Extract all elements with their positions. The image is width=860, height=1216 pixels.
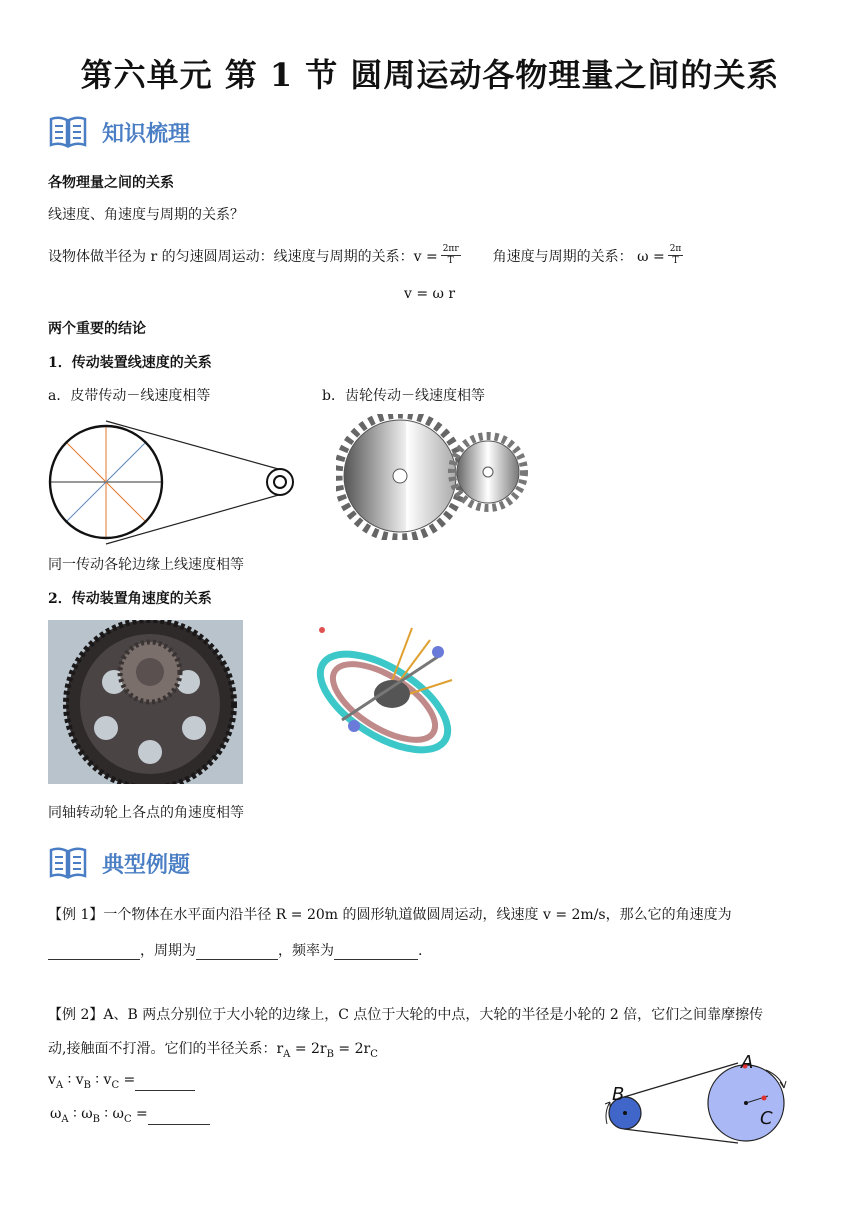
example-2-tag: 【例 2】: [48, 1007, 104, 1023]
v-symbol: v: [75, 1072, 84, 1088]
v-sub-b: B: [83, 1079, 91, 1091]
v-sub-c: C: [111, 1079, 120, 1091]
sub-b: B: [326, 1048, 334, 1060]
label-c: C: [760, 1108, 773, 1129]
example-1-tag: 【例 1】: [48, 907, 104, 923]
frequency-prompt: ，频率为: [278, 943, 334, 959]
example-1-line-2: [48, 940, 422, 960]
gear-drive-figure: [336, 414, 530, 540]
answer-blank-velocity-ratio[interactable]: [135, 1076, 195, 1091]
belt-caption: a．皮带传动－线速度相等: [48, 388, 211, 404]
section-title: 知识梳理: [102, 121, 191, 147]
formula-line: [48, 244, 683, 267]
angular-ratio-line: [50, 1106, 210, 1125]
colon: ∶: [63, 1072, 76, 1088]
section-header-examples: [48, 843, 190, 883]
book-icon: [48, 846, 88, 880]
sub-c: C: [370, 1048, 378, 1060]
w-sub-b: B: [92, 1113, 100, 1125]
example-1-line-1: [48, 904, 732, 924]
equals: =: [131, 1106, 148, 1122]
answer-blank-frequency[interactable]: [334, 945, 418, 960]
sub-a: A: [283, 1048, 291, 1060]
example-1-text: 一个物体在水平面内沿半径 R = 20m 的圆形轨道做圆周运动，线速度 v = 2m/s，那么它的角速度为: [103, 907, 732, 923]
page-title: 第六单元 第 1 节 圆周运动各物理量之间的关系: [80, 56, 780, 94]
answer-blank-period[interactable]: [196, 945, 278, 960]
w-symbol: ω: [50, 1106, 62, 1122]
v-symbol: v: [103, 1072, 112, 1088]
section-title: 典型例题: [102, 852, 191, 878]
gyroscope-figure: [302, 620, 462, 770]
heading-angular-velocity: 2．传动装置角速度的关系: [48, 591, 212, 607]
equals: =: [119, 1072, 136, 1088]
label-a: A: [741, 1052, 754, 1073]
w-symbol: ω: [81, 1106, 93, 1122]
label-b: B: [612, 1084, 625, 1105]
example-1-end: .: [418, 943, 423, 959]
example-2-line-1: [48, 1004, 763, 1024]
v-fraction: [441, 244, 461, 267]
w-sub-a: A: [61, 1113, 69, 1125]
gear-caption: b．齿轮传动－线速度相等: [322, 388, 485, 404]
w-symbol: ω: [112, 1106, 124, 1122]
w-sub-c: C: [123, 1113, 132, 1125]
rel-eq-2: = 2r: [333, 1041, 371, 1057]
formula-lead-text: 设物体做半径为 r 的匀速圆周运动：线速度与周期的关系：v =: [48, 248, 438, 265]
section-header-knowledge: [48, 112, 190, 152]
v-omega-r-formula: v = ω r: [404, 286, 456, 302]
v-denominator: T: [447, 256, 454, 266]
answer-blank-angular-ratio[interactable]: [148, 1110, 210, 1125]
example-2-text: A、B 两点分别位于大小轮的边缘上，C 点位于大轮的中点，大轮的半径是小轮的 2 倍，它们之间靠摩擦传: [103, 1007, 764, 1023]
example-2-line-2: [48, 1038, 378, 1060]
belt-conclusion: 同一传动各轮边缘上线速度相等: [48, 557, 244, 573]
v-symbol: v: [48, 1072, 56, 1088]
velocity-ratio-line: [48, 1072, 195, 1091]
rel-eq-1: = 2r: [290, 1041, 327, 1057]
book-icon: [48, 115, 88, 149]
coaxial-gear-photo: [48, 620, 243, 784]
w-numerator: 2π: [669, 244, 682, 254]
colon: ∶: [90, 1072, 104, 1088]
answer-blank-angular[interactable]: [48, 945, 140, 960]
period-prompt: ，周期为: [140, 943, 196, 959]
heading-linear-velocity: 1．传动装置线速度的关系: [48, 355, 212, 371]
colon: ∶: [99, 1106, 113, 1122]
heading-relations: 各物理量之间的关系: [48, 175, 174, 191]
coaxial-conclusion: 同轴转动轮上各点的角速度相等: [48, 805, 244, 821]
wheels-figure: [598, 1048, 794, 1152]
v-numerator: 2πr: [442, 244, 459, 254]
heading-conclusions: 两个重要的结论: [48, 321, 146, 337]
colon: ∶: [68, 1106, 82, 1122]
w-denominator: T: [672, 256, 679, 266]
question-text: 线速度、角速度与周期的关系？: [48, 207, 244, 223]
v-sub-a: A: [55, 1079, 64, 1091]
example-2-text-2: 动,接触面不打滑。它们的半径关系：r: [48, 1041, 284, 1057]
formula-mid-text: 角速度与周期的关系： ω =: [492, 248, 665, 265]
belt-drive-figure: [46, 418, 300, 552]
w-fraction: [668, 244, 684, 267]
